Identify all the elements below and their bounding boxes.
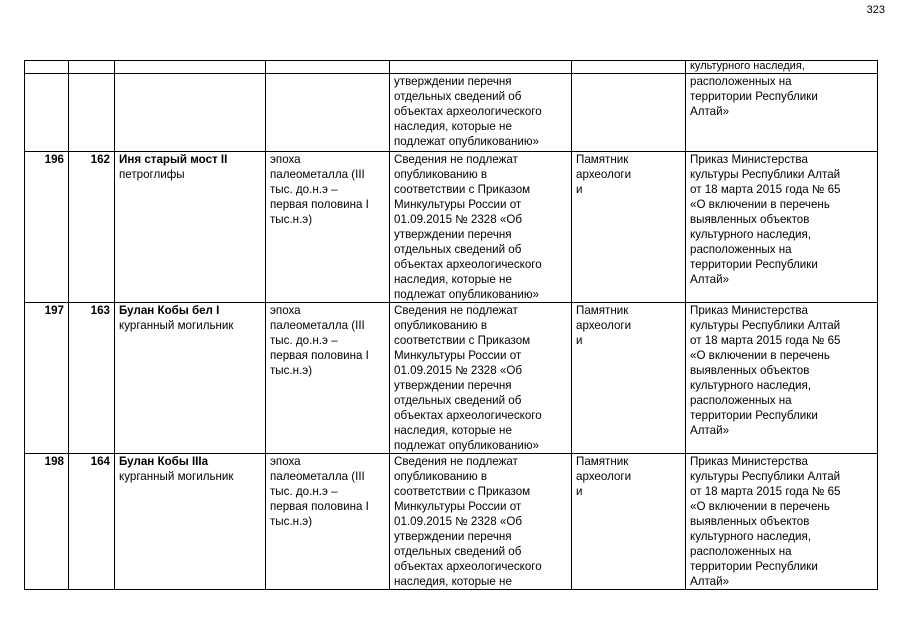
name-cell	[115, 152, 266, 303]
page-number: 323	[866, 4, 885, 16]
registry-number: 163	[69, 303, 115, 454]
act-cell	[686, 74, 878, 152]
name-cell	[115, 454, 266, 590]
table-cell	[266, 61, 390, 74]
object-name: Булан Кобы IIIа	[119, 455, 209, 468]
object-type: курганный могильник	[119, 470, 234, 483]
table-row	[25, 152, 878, 303]
row-number: 198	[25, 454, 69, 590]
registry-number: 162	[69, 152, 115, 303]
table-row	[25, 454, 878, 590]
table-row	[25, 303, 878, 454]
info-text: Сведения не подлежат опубликованию в соответствии с Приказом Минкультуры России от 01.09.2015 № 2328 «Об утверждении перечня отдельных сведений об объектах археологического наследия, которые не	[394, 455, 542, 588]
table-cell	[25, 61, 69, 74]
dating-text: эпоха палеометалла (III тыс. до.н.э – первая половина I тыс.н.э)	[270, 455, 369, 528]
act-cell	[686, 303, 878, 454]
name-cell	[115, 303, 266, 454]
category-cell	[572, 303, 686, 454]
row-number: 197	[25, 303, 69, 454]
act-text: Приказ Министерства культуры Республики Алтай от 18 марта 2015 года № 65 «О включении в перечень выявленных объектов культурного наследия, расположенных на территории Республики Алтай»	[690, 153, 841, 286]
act-cell	[686, 152, 878, 303]
info-cell	[390, 303, 572, 454]
object-type: петроглифы	[119, 168, 185, 181]
act-text: Приказ Министерства культуры Республики Алтай от 18 марта 2015 года № 65 «О включении в перечень выявленных объектов культурного наследия, расположенных на территории Республики Алтай»	[690, 455, 841, 588]
act-cell	[686, 454, 878, 590]
dating-cell	[266, 152, 390, 303]
table-cell	[686, 61, 878, 74]
info-text: Сведения не подлежат опубликованию в соответствии с Приказом Минкультуры России от 01.09.2015 № 2328 «Об утверждении перечня отдельных сведений об объектах археологического наследия, которые не подлежат опубликованию»	[394, 153, 542, 301]
heritage-registry-table	[24, 60, 878, 590]
category-text: Памятник археологи и	[576, 455, 632, 498]
table-cell	[115, 74, 266, 152]
dating-cell	[266, 303, 390, 454]
info-text: Сведения не подлежат опубликованию в соответствии с Приказом Минкультуры России от 01.09.2015 № 2328 «Об утверждении перечня отдельных сведений об объектах археологического наследия, которые не подлежат опубликованию»	[394, 304, 542, 452]
category-cell	[572, 152, 686, 303]
row-number: 196	[25, 152, 69, 303]
table-cell	[266, 74, 390, 152]
registry-number: 164	[69, 454, 115, 590]
table-cell	[69, 74, 115, 152]
object-name: Булан Кобы бел I	[119, 304, 220, 317]
table-row	[25, 74, 878, 152]
act-continuation-head: культурного наследия,	[690, 60, 805, 72]
info-text: утверждении перечня отдельных сведений об объектах археологического наследия, которые не подлежат опубликованию»	[394, 75, 542, 148]
table-cell	[115, 61, 266, 74]
dating-cell	[266, 454, 390, 590]
dating-text: эпоха палеометалла (III тыс. до.н.э – первая половина I тыс.н.э)	[270, 153, 369, 226]
info-cell	[390, 454, 572, 590]
object-type: курганный могильник	[119, 319, 234, 332]
info-cell	[390, 152, 572, 303]
category-cell	[572, 454, 686, 590]
object-name: Иня старый мост II	[119, 153, 228, 166]
act-text: расположенных на территории Республики Алтай»	[690, 75, 818, 118]
table-cell	[572, 74, 686, 152]
table-cell	[390, 61, 572, 74]
table-spacer-row	[25, 61, 878, 74]
info-cell	[390, 74, 572, 152]
dating-text: эпоха палеометалла (III тыс. до.н.э – первая половина I тыс.н.э)	[270, 304, 369, 377]
category-text: Памятник археологи и	[576, 304, 632, 347]
table-cell	[572, 61, 686, 74]
table-cell	[25, 74, 69, 152]
category-text: Памятник археологи и	[576, 153, 632, 196]
act-text: Приказ Министерства культуры Республики Алтай от 18 марта 2015 года № 65 «О включении в перечень выявленных объектов культурного наследия, расположенных на территории Республики Алтай»	[690, 304, 841, 437]
table-cell	[69, 61, 115, 74]
